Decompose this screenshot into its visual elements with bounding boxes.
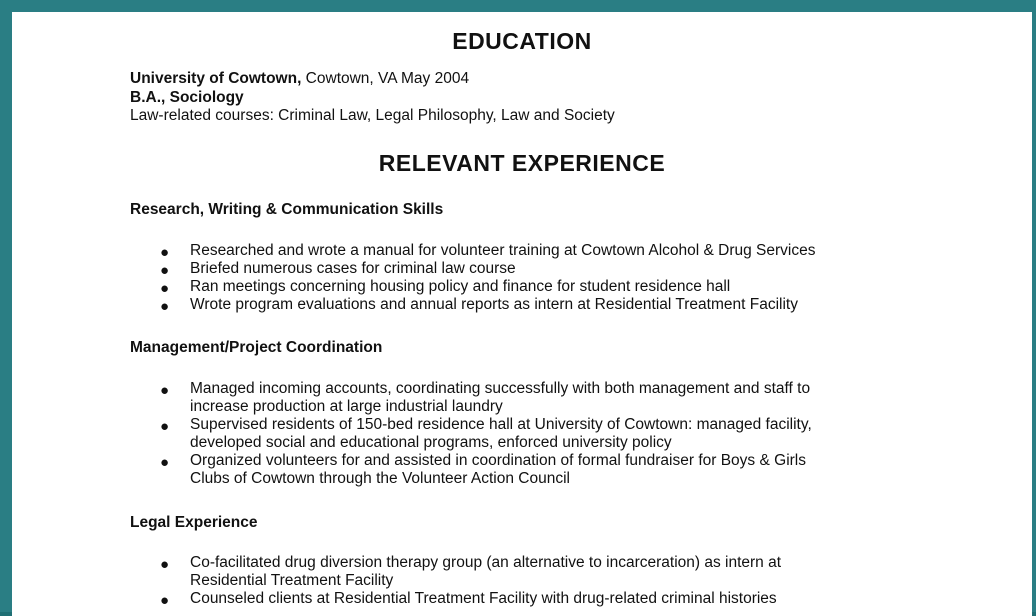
section-title-management: Management/Project Coordination [130,339,383,356]
school-name: University of Cowtown, [130,70,302,87]
school-detail: Cowtown, VA May 2004 [301,70,470,87]
courses: Law-related courses: Criminal Law, Legal Philosophy, Law and Society [130,107,615,124]
section-title-legal: Legal Experience [130,514,258,531]
bullet-icon: ● [160,454,170,471]
list-item: Ran meetings concerning housing policy and finance for student residence hall [190,278,731,295]
bullet-icon: ● [160,418,170,435]
bullet-icon: ● [160,262,170,279]
bullet-icon: ● [160,244,170,261]
list-item: Researched and wrote a manual for volunteer training at Cowtown Alcohol & Drug Services [190,242,816,259]
bullet-icon: ● [160,382,170,399]
degree: B.A., Sociology [130,89,244,106]
bullet-icon: ● [160,280,170,297]
list-item: Counseled clients at Residential Treatment Facility with drug-related criminal histories [190,590,777,607]
bullet-icon: ● [160,298,170,315]
list-item: Wrote program evaluations and annual reports as intern at Residential Treatment Facility [190,296,798,313]
list-item: Co-facilitated drug diversion therapy group (an alternative to incarceration) as intern at Residential Treatment Facility [190,554,782,589]
bullet-icon: ● [160,592,170,609]
education-heading: EDUCATION [452,28,592,54]
list-item: Organized volunteers for and assisted in coordination of formal fundraiser for Boys & Girls Clubs of Cowtown through the Volunteer Action Council [190,452,806,487]
section-title-research: Research, Writing & Communication Skills [130,201,444,218]
resume-page [12,12,1032,616]
education-school-line [130,70,469,88]
list-item: Briefed numerous cases for criminal law course [190,260,516,277]
experience-heading: RELEVANT EXPERIENCE [378,150,666,176]
bullet-icon: ● [160,556,170,573]
list-item: Supervised residents of 150-bed residence hall at University of Cowtown: managed facility, developed social and educational programs, enforced university policy [190,416,812,451]
list-item: Managed incoming accounts, coordinating successfully with both management and staff to increase production at large industrial laundry [190,380,811,415]
